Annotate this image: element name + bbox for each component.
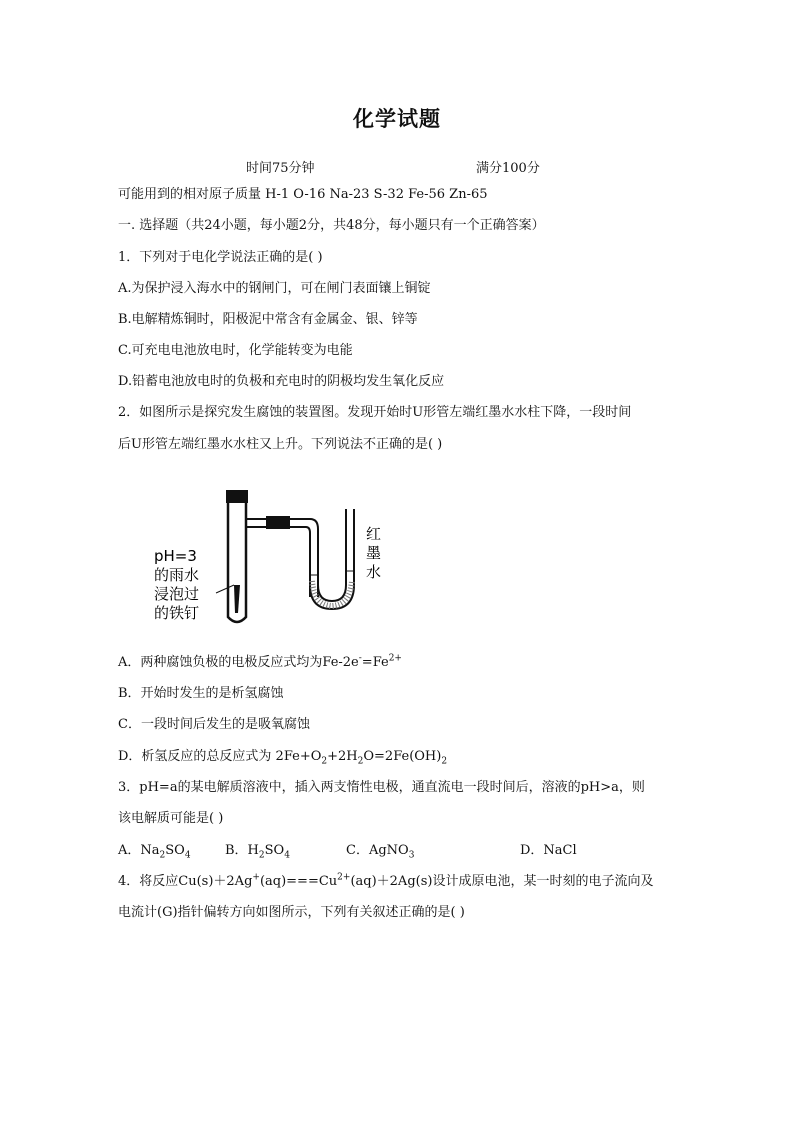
q3-option-a: A．$Na_2SO_4$ — [118, 843, 191, 861]
fig-label-soaked: 浸泡过 — [154, 585, 200, 603]
q1-option-a: A.为保护浸入海水中的钢闸门，可在闸门表面镶上铜锭 — [118, 281, 431, 296]
q3-option-c: C．AgNO$_3$ — [346, 843, 415, 861]
q2-option-d: D．析氢反应的总反应式为 $2Fe+O_2+2H_2O=2Fe(OH)_2$ — [118, 749, 448, 767]
q4-stem-line1: 4．将反应$Cu(s)+2Ag^+(aq)===Cu^{2+}(aq)+2Ag(s)$设计成原电池，某一时刻的电子流向及 — [118, 872, 654, 889]
fig-label-rain: 的雨水 — [154, 566, 200, 584]
q2-stem-line2: 后U形管左端红墨水水柱又上升。下列说法不正确的是( ) — [118, 437, 443, 452]
q2-option-b: B．开始时发生的是析氢腐蚀 — [118, 686, 284, 701]
exam-time: 时间75分钟 — [246, 161, 315, 176]
fig-label-red: 红 — [366, 525, 382, 543]
rubber-joint — [266, 516, 290, 529]
q2-option-a: A．两种腐蚀负极的电极反应式均为$Fe-2e^-=Fe^{2+}$ — [118, 653, 402, 670]
q1-option-d: D.铅蓄电池放电时的负极和充电时的阴极均发生氧化反应 — [118, 374, 445, 389]
atomic-masses: 可能用到的相对原子质量 H-1 O-16 Na-23 S-32 Fe-56 Zn-65 — [118, 187, 488, 202]
q2-stem-line1: 2．如图所示是探究发生腐蚀的装置图。发现开始时U形管左端红墨水水柱下降，一段时间 — [118, 405, 632, 420]
q3-option-b: B．$H_2SO_4$ — [225, 843, 290, 861]
corrosion-apparatus-figure — [142, 485, 392, 630]
q1-option-b: B.电解精炼铜时，阳极泥中常含有金属金、银、锌等 — [118, 312, 418, 327]
exam-score: 满分100分 — [476, 161, 540, 176]
q3-options — [118, 842, 577, 860]
corrosion-apparatus-diagram — [142, 485, 392, 630]
section-heading: 一. 选择题（共24小题，每小题2分，共48分，每小题只有一个正确答案） — [118, 218, 545, 233]
q3-stem-line1: 3．pH=a的某电解质溶液中，插入两支惰性电极，通直流电一段时间后，溶液的pH>a，则 — [118, 780, 645, 795]
q4-stem-line2: 电流计(G)指针偏转方向如图所示，下列有关叙述正确的是( ) — [118, 905, 465, 920]
q3-stem-line2: 该电解质可能是( ) — [118, 811, 224, 826]
fig-label-ink: 墨 — [366, 544, 382, 562]
q1-option-c: C.可充电电池放电时，化学能转变为电能 — [118, 343, 353, 358]
stopper — [226, 490, 248, 503]
fig-label-nail: 的铁钉 — [154, 604, 200, 622]
fig-label-ph: pH=3 — [154, 547, 197, 565]
iron-nail — [234, 585, 240, 613]
q2-option-c: C．一段时间后发生的是吸氧腐蚀 — [118, 717, 310, 732]
fig-label-water: 水 — [366, 563, 382, 581]
q3-option-d: D．NaCl — [520, 843, 577, 858]
q1-stem: 1．下列对于电化学说法正确的是( ) — [118, 250, 323, 265]
page-title: 化学试题 — [353, 106, 441, 131]
